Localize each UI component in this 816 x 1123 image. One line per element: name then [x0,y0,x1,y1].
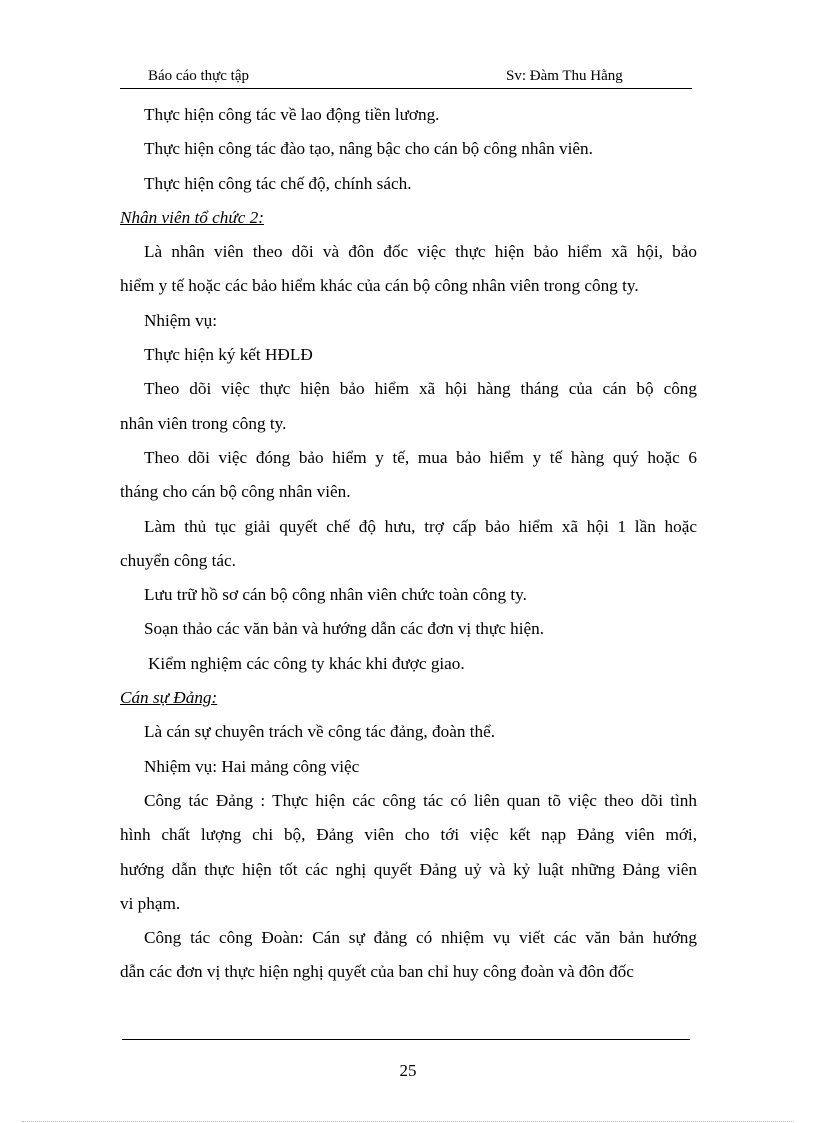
section-heading [120,201,697,235]
report-title: Báo cáo thực tập [148,68,250,84]
section-heading [120,681,697,715]
text-line: Công tác công Đoàn: Cán sự đảng có nhiệm vụ viết các văn bản hướng [144,928,697,948]
text-line: Là cán sự chuyên trách về công tác đảng, đoàn thể. [144,722,496,742]
text-line: tháng cho cán bộ công nhân viên. [120,482,351,502]
text-line: nhân viên trong công ty. [120,413,287,433]
text-line: Thực hiện công tác chế độ, chính sách. [144,173,412,193]
page-bottom-border [22,1121,794,1122]
text-line: hiểm y tế hoặc các bảo hiểm khác của cán bộ công nhân viên trong công ty. [120,276,639,296]
text-line: Theo dõi việc đóng bảo hiểm y tế, mua bảo hiểm y tế hàng quý hoặc 6 [144,447,697,467]
section-heading-text: Cán sự Đảng: [120,688,218,708]
text-line: Là nhân viên theo dõi và đôn đốc việc thực hiện bảo hiểm xã hội, bảo [144,242,697,262]
text-line: Làm thủ tục giải quyết chế độ hưu, trợ cấp bảo hiểm xã hội 1 lần hoặc [144,516,697,536]
text-line: dẫn các đơn vị thực hiện nghị quyết của ban chỉ huy công đoàn và đôn đốc [120,962,634,982]
footer-rule [122,1039,690,1040]
text-line: Thực hiện công tác về lao động tiền lương. [144,105,440,124]
section-heading-text: Nhân viên tổ chức 2: [120,207,264,227]
text-line: Nhiệm vụ: Hai mảng công việc [144,756,360,776]
page-number: 25 [399,1061,417,1080]
text-line: hướng dẫn thực hiện tốt các nghị quyết Đảng uỷ và kỷ luật những Đảng viên [120,859,697,879]
text-line: Lưu trữ hồ sơ cán bộ công nhân viên chức toàn công ty. [144,585,527,605]
text-line: Thực hiện ký kết HĐLĐ [144,345,313,365]
student-name: Sv: Đàm Thu Hằng [506,68,623,84]
text-line: Thực hiện công tác đào tạo, nâng bậc cho cán bộ công nhân viên. [144,139,593,159]
text-line: chuyển công tác. [120,550,236,570]
page-header [120,66,692,89]
text-line: Kiểm nghiệm các công ty khác khi được giao. [148,653,465,673]
text-line: Theo dõi việc thực hiện bảo hiểm xã hội hàng tháng của cán bộ công [144,379,697,399]
text-line: Soạn thảo các văn bản và hướng dẫn các đơn vị thực hiện. [144,619,545,639]
text-line: Công tác Đảng : Thực hiện các công tác có liên quan tõ việc theo dõi tình [144,790,697,810]
text-line: Nhiệm vụ: [144,310,218,330]
document-body [120,98,697,990]
text-line: hình chất lượng chi bộ, Đảng viên cho tới việc kết nạp Đảng viên mới, [120,825,697,845]
text-line: vi phạm. [120,893,181,913]
